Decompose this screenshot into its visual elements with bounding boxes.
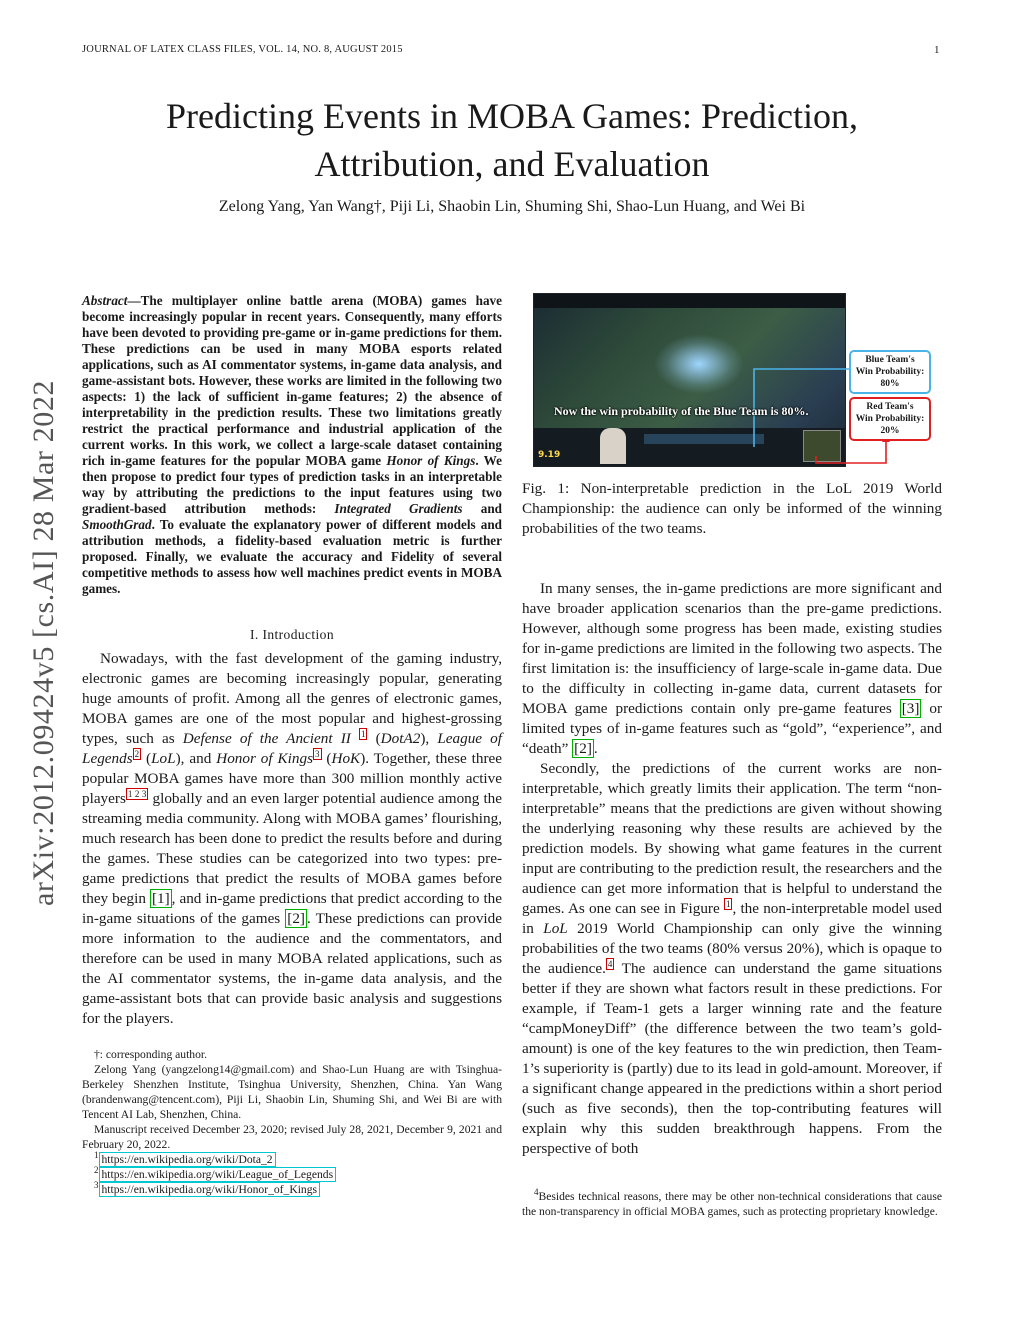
abstract-and: and [462,501,502,516]
intro-lol-abbr: LoL [151,750,176,767]
affiliation-note: Zelong Yang (yangzelong14@gmail.com) and Shao-Lun Huang are with Tsinghua-Berkeley Shenzhen Institute, Tsinghua University, Shenzhen, China. Yan Wang (brandenwang@tencent.com), Piji Li, Shaobin Lin, Shuming Shi, and Wei Bi are with Tencent AI Lab, Shenzhen, China. [82,1063,502,1121]
left-column [82,293,502,1197]
right-p1-text-c: . [593,740,598,757]
right-body-text [522,579,942,1159]
red-connector-line [816,441,886,463]
red-box-line-1: Red Team's [866,402,914,412]
figure-overlay-caption: Now the win probability of the Blue Team is 80%. [554,404,809,418]
footnote-ref-4[interactable]: 4 [607,958,613,969]
abstract-label: Abstract [82,293,128,308]
footnote-url-3 [82,1182,502,1197]
right-p2-text-a: Secondly, the predictions of the current works are non-interpretable, which greatly limits their application. The term “non-interpretable” means that the predictions are given without showing the underlying reasoning why these results are achieved by the prediction models. By showing what game features in the current input are contributing to the prediction result, the researchers and the audience can get more information that is helpful to understand the games. As one can see in Figure [522,760,942,917]
footnote-ref-2[interactable]: 2 [134,748,140,759]
figure-ref-1[interactable]: 1 [725,898,731,909]
citation-ref-2b[interactable]: [2] [574,740,592,757]
footnote-ref-1[interactable]: 1 [360,728,366,739]
intro-text-g: ). Together, these three popular MOBA games have more than 300 million monthly active players [82,750,503,807]
page-number: 1 [934,44,940,56]
abstract-game-name: Honor of Kings [386,453,476,468]
footnote-4-text: Besides technical reasons, there may be other non-technical considerations that cause the non-transparency in official MOBA games, such as protecting proprietary knowledge. [522,1190,942,1218]
right-paragraph-2 [522,759,942,1159]
running-head: JOURNAL OF LATEX CLASS FILES, VOL. 14, NO. 8, AUGUST 2015 [82,44,403,55]
figure-1 [522,293,942,473]
intro-text-b: ( [367,730,381,747]
red-team-probability-box [849,397,931,441]
abstract-text-3: . To evaluate the explanatory power of different models and attribution methods, a fidelity-based evaluation metric is further proposed. Finally, we evaluate the accuracy and Fidelity of several competitive methods to assess how well machines predict events in MOBA games. [82,517,502,596]
footnote-link-dota2[interactable]: https://en.wikipedia.org/wiki/Dota_2 [99,1152,276,1167]
section-heading-introduction: I. Introduction [250,627,334,642]
footnote-url-1 [82,1152,502,1167]
footnote-url-1-num: 1 [94,1150,99,1161]
right-p2-text-d: The audience can understand the game situations better if they are shown what factors result in these predictions. For example, if Team-1 gets a larger winning rate and the feature “campMoneyDiff” (the difference between the two team’s gold-amount) is one of the key features to the win prediction, then Team-1’s superiority is (partly) due to its lead in gold-amount. Moreover, if a significant change appeared in the predictions within a short period (such as five seconds), then the top-contributing features will explain why this sudden breakthrough happens. From the perspective of both [522,960,942,1157]
footnote-4-num: 4 [534,1187,539,1198]
abstract-text-1: —The multiplayer online battle arena (MOBA) games have become increasingly popular in recent years. Consequently, many efforts have been devoted to providing pre-game or in-game predictions for them. These predictions can be used in many MOBA esports related applications, such as AI commentator systems, in-game data analysis, and game-assistant bots. However, these works are limited in the following two aspects: 1) the lack of sufficient in-game features; 2) the absence of interpretability in the prediction results. These two limitations greatly restrict the practical performance and industrial application of the current works. In this work, we collect a large-scale dataset containing rich in-game features for the popular MOBA game [82,293,502,468]
intro-text-i: , and in-game predictions that predict according to the in-game situations of the games [82,890,502,927]
intro-text-h: globally and an even larger potential audience among the streaming media community. Along with MOBA games’ flourishing, much research has been done to predict the results before and during the games. These studies can be categorized into two types: pre-game predictions that predict the results of MOBA games before they begin [82,790,503,907]
footnote-url-2-num: 2 [94,1165,99,1176]
intro-text-j: . These predictions can provide more information to the audience and the commentators, and therefore can be used in many MOBA related applications, such as the AI commentator systems, the in-game data analysis, and the game-assistant bots that can provide basic analysis and suggestions for the players. [82,910,502,1027]
footnote-ref-123[interactable]: 1 2 3 [127,788,147,799]
intro-dota-name: Defense of the Ancient II [182,730,351,747]
intro-hok-abbr: HoK [331,750,361,767]
footnote-url-3-num: 3 [94,1180,99,1191]
blue-team-probability-box [849,350,931,394]
red-box-value: 20% [880,426,900,436]
abstract-text-2: . We then propose to predict four types of prediction tasks in an interpretable way by attributing the predictions to the input features using two gradient-based attribution methods: [82,453,502,516]
citation-ref-3[interactable]: [3] [901,700,920,717]
game-score-readout: 9.19 [538,450,561,460]
footnote-link-hok[interactable]: https://en.wikipedia.org/wiki/Honor_of_Kings [99,1182,321,1197]
right-p1-text-b: or limited types of in-game features such as “gold”, “experience”, and “death” [522,700,942,757]
corresponding-author-note: †: corresponding author. [94,1048,208,1061]
intro-text-d: ( [141,750,152,767]
intro-paragraph [82,649,502,1029]
arxiv-identifier: arXiv:2012.09424v5 [cs.AI] 28 Mar 2022 [27,379,60,907]
footnote-link-lol[interactable]: https://en.wikipedia.org/wiki/League_of_Legends [99,1167,337,1182]
abstract [82,293,502,597]
right-p2-lol: LoL [543,920,568,937]
footnote-4 [522,1189,942,1219]
intro-text-c: ), [420,730,438,747]
right-p2-text-c: 2019 World Championship can only give the winning probabilities of the two teams (80% versus 20%), which is opaque to the audience. [522,920,942,977]
author-list: Zelong Yang, Yan Wang†, Piji Li, Shaobin Lin, Shuming Shi, Shao-Lun Huang, and Wei Bi [218,198,806,215]
blue-box-line-2: Win Probability: [855,367,925,377]
right-p1-text-a: In many senses, the in-game predictions are more significant and have broader application scenarios than the pre-game predictions. However, although some progress has been made, existing studies for in-game predictions are limited in the following two aspects. The first limitation is: the insufficiency of large-scale in-game data. Due to the difficulty in collecting in-game data, current datasets for MOBA game predictions contain only pre-game features [522,580,942,717]
right-footnote [522,1189,942,1219]
manuscript-dates-note: Manuscript received December 23, 2020; revised July 28, 2021, December 9, 2021 and February 20, 2022. [82,1123,502,1151]
intro-text-a: Nowadays, with the fast development of the gaming industry, electronic games are becoming increasingly popular, generating huge amounts of profit. Among all the genres of electronic games, MOBA games are one of the most popular and highest-grossing types, such as [82,650,502,747]
paper-title: Predicting Events in MOBA Games: Prediction, Attribution, and Evaluation [166,96,858,184]
intro-text-f: ( [321,750,332,767]
blue-box-line-1: Blue Team's [865,355,915,365]
citation-ref-1[interactable]: [1] [151,890,170,907]
right-p2-text-b: , the non-interpretable model used in [522,900,943,937]
footnote-url-2 [82,1167,502,1182]
figure-1-caption: Fig. 1: Non-interpretable prediction in the LoL 2019 World Championship: the audience can only be informed of the winning probabilities of the two teams. [522,480,942,537]
intro-dota-abbr: DotA2 [380,730,421,747]
citation-ref-2[interactable]: [2] [287,910,305,927]
left-footnotes [82,1047,502,1197]
blue-box-value: 80% [880,379,900,389]
intro-text-e: ), and [175,750,217,767]
footnote-ref-3[interactable]: 3 [315,748,320,759]
abstract-method-ig: Integrated Gradients [334,501,463,516]
intro-lol-name: League of Legends [82,730,502,767]
abstract-method-smoothgrad: SmoothGrad [82,517,152,532]
right-paragraph-1 [522,579,942,759]
red-box-line-2: Win Probability: [855,414,925,424]
intro-hok-name: Honor of Kings [216,750,313,767]
right-column [522,293,942,1219]
